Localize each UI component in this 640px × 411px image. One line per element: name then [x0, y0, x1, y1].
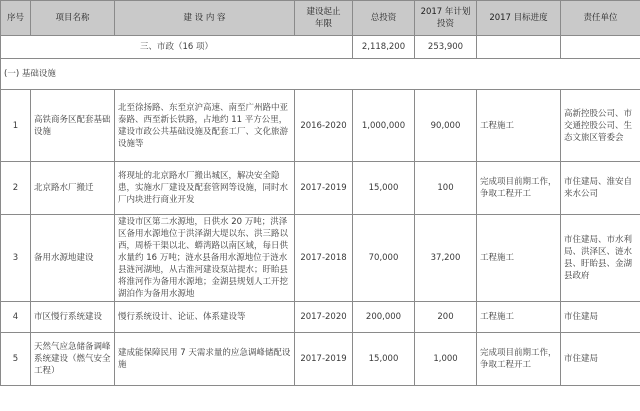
row-period: 2017-2019 [295, 162, 353, 215]
row-unit: 市住建局 [561, 333, 640, 386]
row-content: 建设市区第二水源地，日供水 20 万吨；洪泽区备用水源地位于洪泽湖大堤以东、洪三路以西，周桥干渠以北、蟒湾路以南区域，每日供水量约 16 万吨；涟水县备用水源地位于涟水县涟河湖地，从古淮河建设泵站提水；盱眙县将淮河作为备用水源地；金湖县规划人工开挖湖泊作为备用水源地 [115, 215, 295, 302]
header-plan: 2017 年计划 投资 [415, 1, 477, 36]
row-progress: 完成项目前期工作，争取工程开工 [477, 333, 561, 386]
section-plan: 253,900 [415, 36, 477, 59]
header-content: 建 设 内 容 [115, 1, 295, 36]
row-no: 1 [1, 90, 31, 162]
section-progress-empty [477, 36, 561, 59]
row-unit: 高新控股公司、市交通控股公司、生态文旅区管委会 [561, 90, 640, 162]
section-row [1, 36, 640, 59]
header-name: 项目名称 [31, 1, 115, 36]
row-progress: 完成项目前期工作，争取工程开工 [477, 162, 561, 215]
row-name: 备用水源地建设 [31, 215, 115, 302]
row-content: 将现址的北京路水厂搬出城区，解决安全隐患，实施水厂建设及配套管网等设施，同时水厂内块进行商业开发 [115, 162, 295, 215]
row-unit: 市住建局 [561, 302, 640, 333]
section-unit-empty [561, 36, 640, 59]
table-row [1, 90, 640, 162]
row-content: 建成能保障民用 7 天需求量的应急调峰储配设施 [115, 333, 295, 386]
row-period: 2017-2019 [295, 333, 353, 386]
row-plan: 100 [415, 162, 477, 215]
row-progress: 工程施工 [477, 215, 561, 302]
row-name: 市区慢行系统建设 [31, 302, 115, 333]
table-row [1, 215, 640, 302]
row-period: 2017-2018 [295, 215, 353, 302]
section-title: 三、市政（16 项） [1, 36, 353, 59]
row-no: 4 [1, 302, 31, 333]
header-no: 序号 [1, 1, 31, 36]
header-row [1, 1, 640, 36]
row-plan: 1,000 [415, 333, 477, 386]
row-progress: 工程施工 [477, 302, 561, 333]
table-row [1, 162, 640, 215]
row-unit: 市住建局、淮安自来水公司 [561, 162, 640, 215]
row-total: 1,000,000 [353, 90, 415, 162]
row-period: 2017-2020 [295, 302, 353, 333]
row-name: 北京路水厂搬迁 [31, 162, 115, 215]
header-total: 总投资 [353, 1, 415, 36]
row-plan: 90,000 [415, 90, 477, 162]
row-no: 5 [1, 333, 31, 386]
group-row [1, 59, 640, 90]
table-row [1, 333, 640, 386]
row-name: 天然气应急储备调峰系统建设（燃气安全工程） [31, 333, 115, 386]
row-progress: 工程施工 [477, 90, 561, 162]
section-total: 2,118,200 [353, 36, 415, 59]
row-total: 200,000 [353, 302, 415, 333]
table-row [1, 302, 640, 333]
row-plan: 37,200 [415, 215, 477, 302]
header-progress: 2017 目标进度 [477, 1, 561, 36]
row-total: 70,000 [353, 215, 415, 302]
row-no: 3 [1, 215, 31, 302]
row-total: 15,000 [353, 162, 415, 215]
group-title: (一) 基础设施 [1, 59, 640, 90]
row-content: 北至徐扬路、东至京沪高速、南至广州路中亚泰路、西至新长铁路，占地约 11 平方公里，建设市政公共基础设施及配套工厂、文化旅游设施等 [115, 90, 295, 162]
row-name: 高铁商务区配套基础设施 [31, 90, 115, 162]
row-total: 15,000 [353, 333, 415, 386]
row-plan: 200 [415, 302, 477, 333]
header-period: 建设起止 年限 [295, 1, 353, 36]
row-content: 慢行系统设计、论证、体系建设等 [115, 302, 295, 333]
row-unit: 市住建局、市水利局、洪泽区、涟水县、盱眙县、金湖县政府 [561, 215, 640, 302]
row-no: 2 [1, 162, 31, 215]
header-unit: 责任单位 [561, 1, 640, 36]
row-period: 2016-2020 [295, 90, 353, 162]
